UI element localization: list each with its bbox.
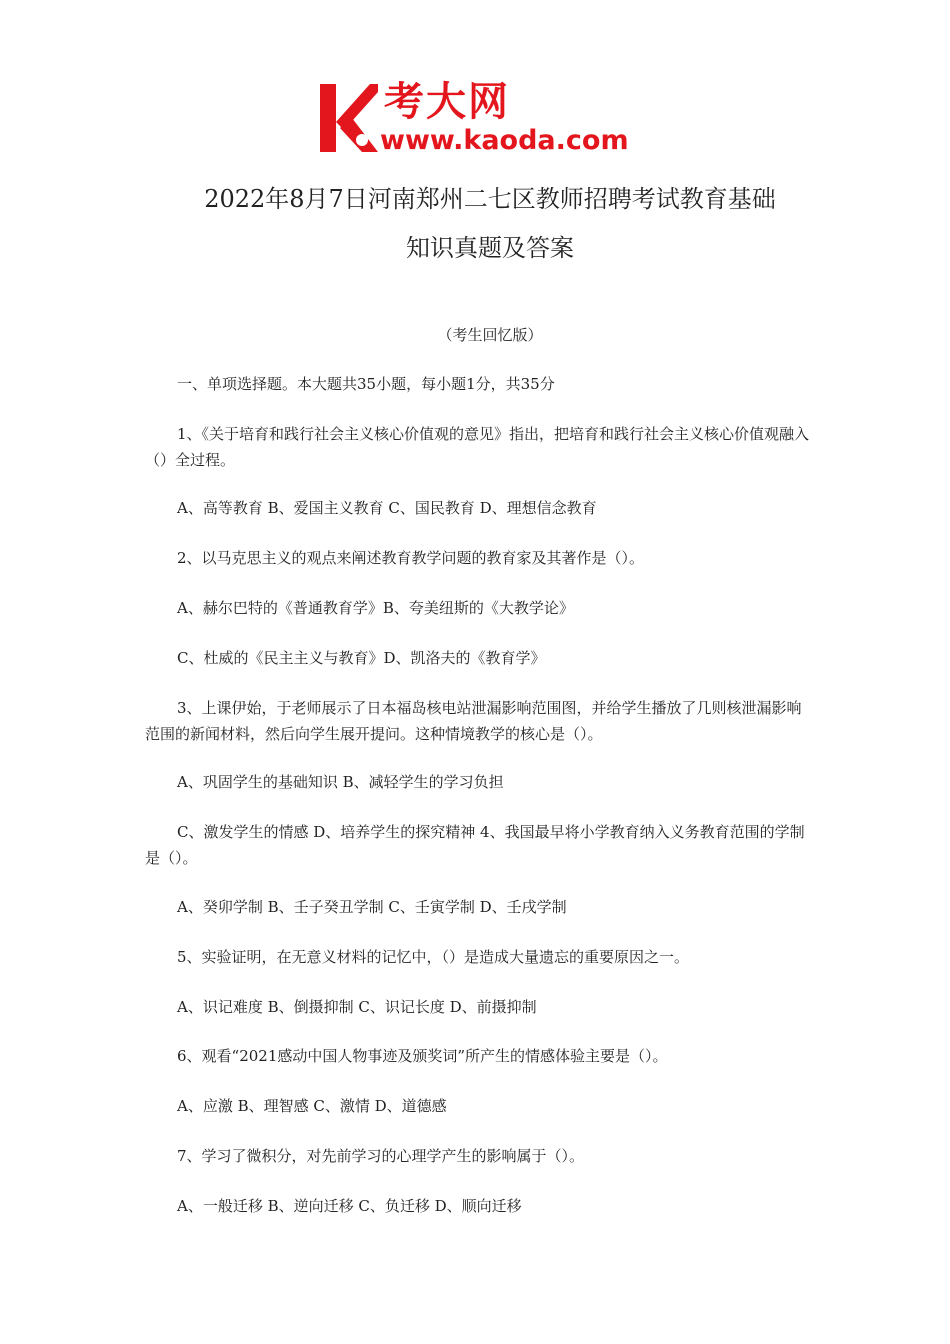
question-2-options-cd: C、杜威的《民主主义与教育》D、凯洛夫的《教育学》 — [177, 649, 546, 667]
question-2: 2、以马克思主义的观点来阐述教育教学问题的教育家及其著作是（）。 — [177, 549, 645, 567]
logo-url-text: www.kaoda.com — [380, 125, 629, 156]
question-5-options: A、识记难度 B、倒摄抑制 C、识记长度 D、前摄抑制 — [177, 998, 537, 1016]
question-7-options: A、一般迁移 B、逆向迁移 C、负迁移 D、顺向迁移 — [177, 1197, 522, 1215]
question-7: 7、学习了微积分，对先前学习的心理学产生的影响属于（）。 — [177, 1147, 585, 1165]
question-3: 3、上课伊始，于老师展示了日本福岛核电站泄漏影响范围图，并给学生播放了几则核泄漏影响范围的新闻材料，然后向学生展开提问。这种情境教学的核心是（）。 — [145, 699, 802, 743]
k-letter-logo-icon — [318, 82, 380, 154]
question-1-options: A、高等教育 B、爱国主义教育 C、国民教育 D、理想信念教育 — [177, 499, 597, 517]
section-heading: 一、单项选择题。本大题共35小题，每小题1分，共35分 — [177, 375, 555, 393]
kaoda-logo — [318, 78, 638, 160]
document-subtitle: （考生回忆版） — [437, 326, 543, 344]
document-title-line-2: 知识真题及答案 — [406, 234, 574, 262]
logo-chinese-text: 考大网 — [384, 79, 510, 125]
question-3-options-ab: A、巩固学生的基础知识 B、减轻学生的学习负担 — [177, 773, 504, 791]
question-6: 6、观看“2021感动中国人物事迹及颁奖词”所产生的情感体验主要是（）。 — [177, 1047, 668, 1065]
document-title-line-1: 2022年8月7日河南郑州二七区教师招聘考试教育基础 — [204, 185, 776, 213]
question-1: 1、《关于培育和践行社会主义核心价值观的意见》指出，把培育和践行社会主义核心价值观融入（）全过程。 — [145, 425, 810, 469]
question-2-options-ab: A、赫尔巴特的《普通教育学》B、夸美纽斯的《大教学论》 — [177, 599, 574, 617]
question-6-options: A、应激 B、理智感 C、激情 D、道德感 — [177, 1097, 447, 1115]
question-5: 5、实验证明，在无意义材料的记忆中，（）是造成大量遗忘的重要原因之一。 — [177, 948, 690, 966]
question-3-options-cd-and-question-4: C、激发学生的情感 D、培养学生的探究精神 4、我国最早将小学教育纳入义务教育范围的学制是（）。 — [145, 823, 805, 867]
question-4-options: A、癸卯学制 B、壬子癸丑学制 C、壬寅学制 D、壬戌学制 — [177, 898, 567, 916]
